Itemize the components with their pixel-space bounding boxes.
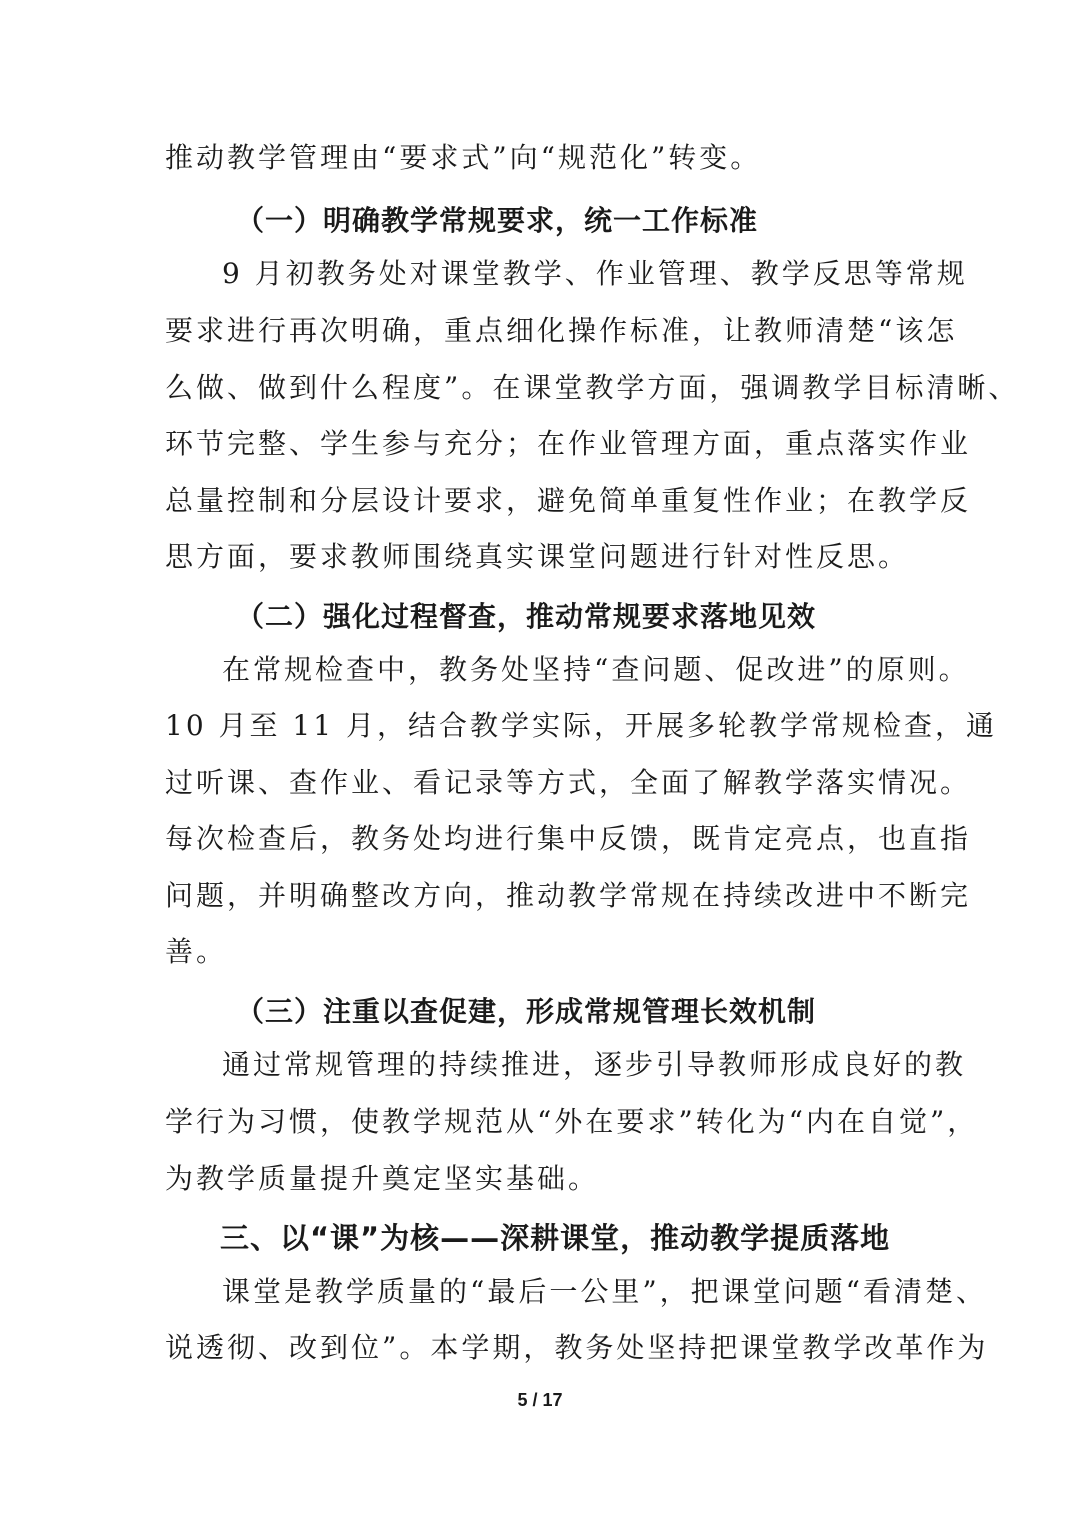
paragraph-line: 总量控制和分层设计要求，避免简单重复性作业；在教学反 — [165, 484, 972, 517]
paragraph-line: 为教学质量提升奠定坚实基础。 — [165, 1162, 600, 1195]
section-heading-2: （二）强化过程督查，推动常规要求落地见效 — [236, 600, 817, 633]
paragraph-line: 过听课、查作业、看记录等方式，全面了解教学落实情况。 — [165, 766, 972, 799]
paragraph-line: 通过常规管理的持续推进，逐步引导教师形成良好的教 — [222, 1048, 967, 1081]
paragraph-line: 10 月至 11 月，结合教学实际，开展多轮教学常规检查，通 — [165, 709, 997, 742]
paragraph-line: 课堂是教学质量的“最后一公里”，把课堂问题“看清楚、 — [222, 1275, 987, 1308]
paragraph-line: 么做、做到什么程度”。在课堂教学方面，强调教学目标清晰、 — [165, 371, 1020, 404]
page-number: 5 / 17 — [517, 1390, 563, 1410]
paragraph-line: 善。 — [165, 935, 228, 968]
paragraph-line: 问题，并明确整改方向，推动教学常规在持续改进中不断完 — [165, 879, 972, 912]
paragraph-line: 说透彻、改到位”。本学期，教务处坚持把课堂教学改革作为 — [165, 1331, 989, 1364]
section-heading-3: （三）注重以查促建，形成常规管理长效机制 — [236, 995, 817, 1028]
section-heading-1: （一）明确教学常规要求，统一工作标准 — [236, 204, 759, 237]
paragraph-line: 学行为习惯，使教学规范从“外在要求”转化为“内在自觉”， — [165, 1105, 979, 1138]
paragraph-line: 每次检查后，教务处均进行集中反馈，既肯定亮点，也直指 — [165, 822, 972, 855]
paragraph-line: 要求进行再次明确，重点细化操作标准，让教师清楚“该怎 — [165, 314, 958, 347]
paragraph-line: 在常规检查中，教务处坚持“查问题、促改进”的原则。 — [222, 653, 970, 686]
chapter-heading: 三、以“课”为核——深耕课堂，推动教学提质落地 — [220, 1221, 891, 1255]
paragraph-line: 环节完整、学生参与充分；在作业管理方面，重点落实作业 — [165, 427, 972, 460]
paragraph-line: 9 月初教务处对课堂教学、作业管理、教学反思等常规 — [222, 257, 968, 290]
paragraph-line: 推动教学管理由“要求式”向“规范化”转变。 — [165, 141, 762, 174]
paragraph-line: 思方面，要求教师围绕真实课堂问题进行针对性反思。 — [165, 540, 910, 573]
